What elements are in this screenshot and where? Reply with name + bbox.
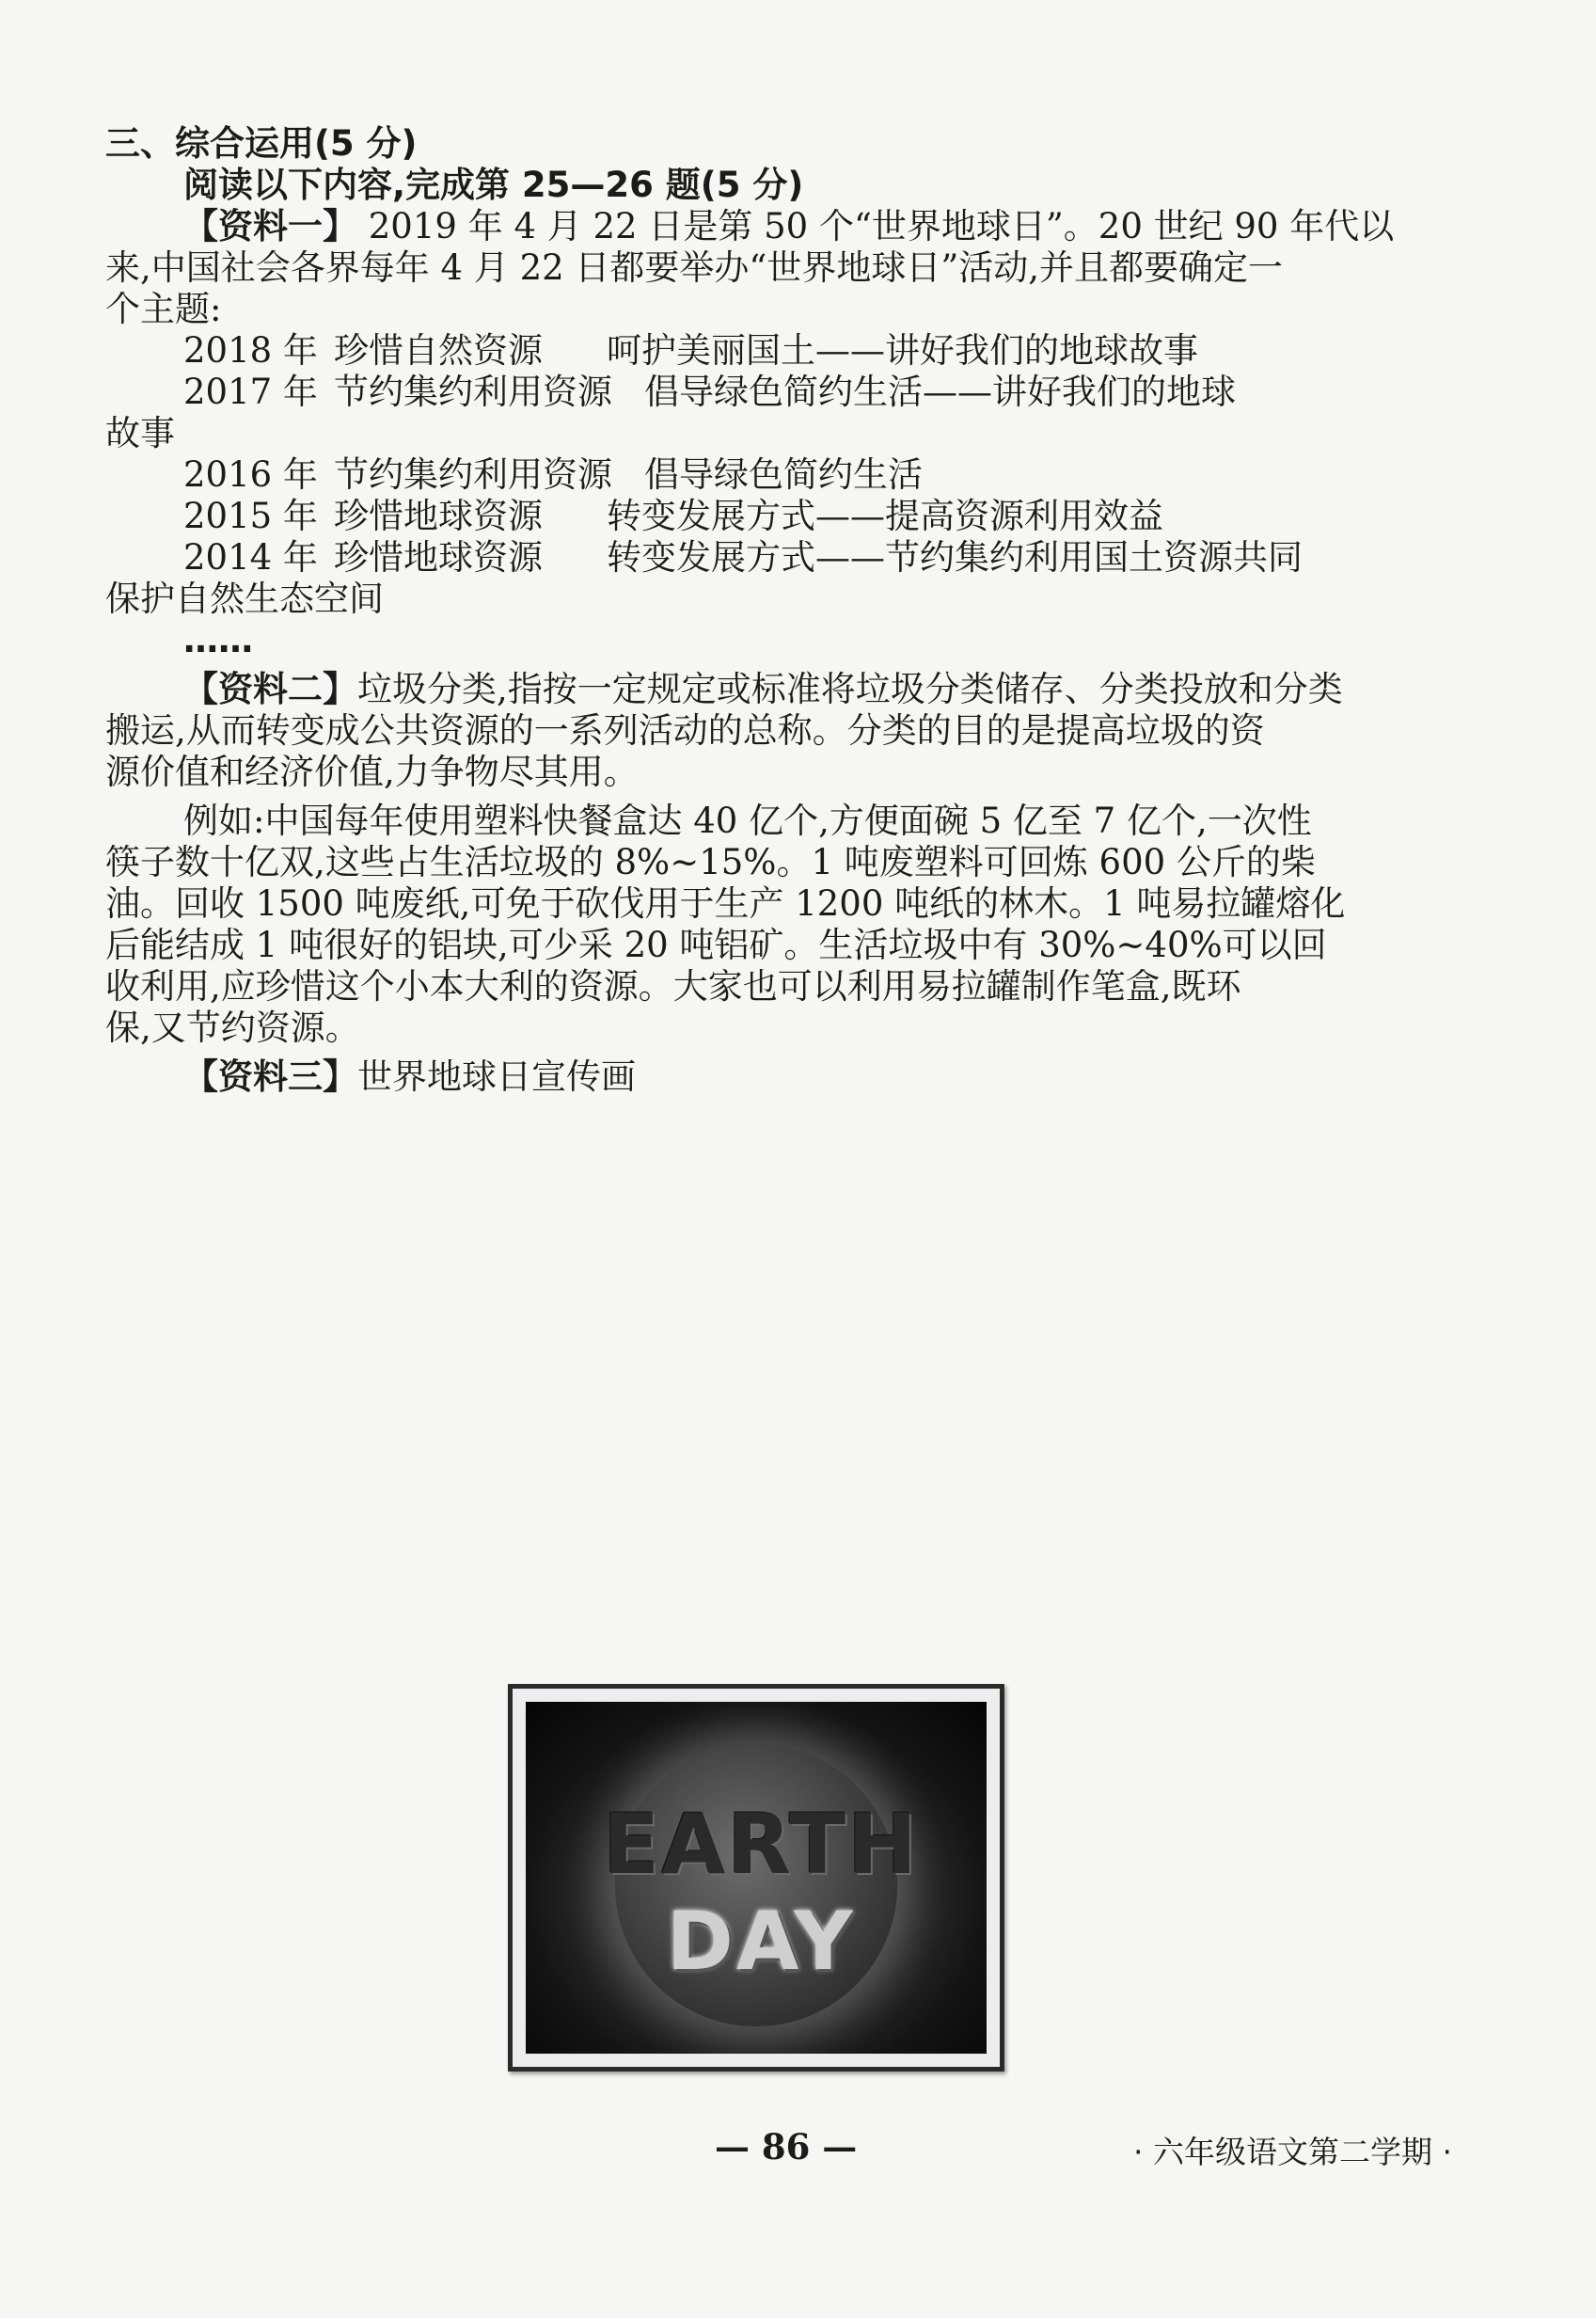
theme-year: 2017 年 — [183, 372, 318, 412]
theme-title: 节约集约利用资源 — [334, 454, 612, 495]
theme-row — [183, 452, 923, 499]
material-three-line — [183, 1054, 1491, 1101]
material-one-line3: 个主题: — [105, 289, 222, 329]
theme-wrap: 保护自然生态空间 — [105, 579, 384, 619]
earth-day-poster — [508, 1684, 1004, 2072]
example-line: 例如:中国每年使用塑料快餐盒达 40 亿个,方便面碗 5 亿至 7 亿个,一次性 — [183, 801, 1312, 841]
theme-row — [183, 493, 1163, 540]
material-two-line3: 源价值和经济价值,力争物尽其用。 — [105, 752, 639, 792]
theme-year: 2015 年 — [183, 496, 318, 536]
material-one-line2: 来,中国社会各界每年 4 月 22 日都要举办“世界地球日”活动,并且都要确定一 — [105, 247, 1284, 288]
example-line: 收利用,应珍惜这个小本大利的资源。大家也可以利用易拉罐制作笔盒,既环 — [105, 966, 1241, 1007]
theme-title: 珍惜地球资源 — [334, 496, 543, 536]
theme-year: 2018 年 — [183, 330, 318, 371]
theme-year: 2016 年 — [183, 454, 318, 495]
material-two-label: 【资料二】 — [183, 669, 357, 709]
theme-wrap: 故事 — [105, 413, 175, 453]
theme-rest: 倡导绿色简约生活 — [644, 454, 923, 495]
page-number: — 86 — — [715, 2126, 858, 2167]
theme-rest: 转变发展方式——提高资源利用效益 — [607, 496, 1163, 536]
material-three-label: 【资料三】 — [183, 1056, 357, 1097]
material-three-caption: 世界地球日宣传画 — [357, 1056, 636, 1097]
example-line: 后能结成 1 吨很好的铝块,可少采 20 吨铝矿。生活垃圾中有 30%~40%可以回 — [105, 925, 1327, 965]
theme-rest: 倡导绿色简约生活——讲好我们的地球 — [644, 372, 1236, 412]
theme-row — [183, 369, 1236, 416]
poster-image — [526, 1702, 987, 2054]
material-one-line1 — [183, 203, 1491, 250]
theme-row — [183, 534, 1303, 581]
example-line: 油。回收 1500 吨废纸,可免于砍伐用于生产 1200 吨纸的林木。1 吨易拉罐熔化 — [105, 883, 1346, 924]
theme-title: 珍惜地球资源 — [334, 537, 543, 578]
material-one-text1: 2019 年 4 月 22 日是第 50 个“世界地球日”。20 世纪 90 年代以 — [368, 206, 1395, 246]
poster-word-day: DAY — [666, 1895, 856, 1989]
example-line: 筷子数十亿双,这些占生活垃圾的 8%~15%。1 吨废塑料可回炼 600 公斤的柴 — [105, 842, 1316, 882]
material-one-label: 【资料一】 — [183, 206, 357, 246]
theme-row — [183, 327, 1198, 374]
theme-rest: 转变发展方式——节约集约利用国土资源共同 — [607, 537, 1303, 578]
section-title: 三、综合运用(5 分) — [105, 123, 418, 164]
theme-title: 节约集约利用资源 — [334, 372, 612, 412]
theme-title: 珍惜自然资源 — [334, 330, 543, 371]
theme-rest: 呵护美丽国土——讲好我们的地球故事 — [607, 330, 1198, 371]
example-line: 保,又节约资源。 — [105, 1008, 360, 1048]
theme-year: 2014 年 — [183, 537, 318, 578]
poster-word-earth: EARTH — [603, 1796, 919, 1893]
book-title: · 六年级语文第二学期 · — [1133, 2134, 1452, 2170]
material-two-line1 — [183, 666, 1491, 713]
instruction: 阅读以下内容,完成第 25—26 题(5 分) — [183, 165, 804, 205]
material-two-text1: 垃圾分类,指按一定规定或标准将垃圾分类储存、分类投放和分类 — [357, 669, 1343, 709]
material-two-line2: 搬运,从而转变成公共资源的一系列活动的总称。分类的目的是提高垃圾的资 — [105, 710, 1265, 751]
ellipsis: …… — [183, 620, 253, 660]
